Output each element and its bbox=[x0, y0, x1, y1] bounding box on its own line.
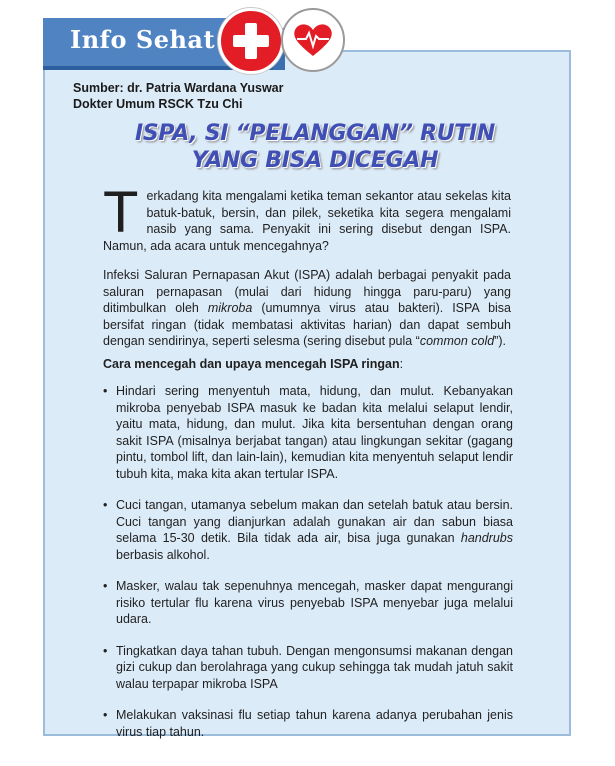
bullet-icon: • bbox=[103, 708, 108, 722]
bullet-icon: • bbox=[103, 498, 108, 512]
list-item-tail: berbasis alkohol. bbox=[116, 547, 210, 562]
list-item bbox=[103, 707, 513, 740]
intro-paragraph bbox=[103, 180, 511, 254]
headline-line-1: ISPA, SI “PELANGGAN” RUTIN bbox=[134, 121, 496, 146]
section-title: Info Sehat bbox=[70, 25, 216, 54]
definition-text-1: Infeksi Saluran Pernapasan Akut (ISPA) adalah berbagai penyakit pada saluran pernapasan (mulai dari hidung hingga paru-paru) yang ditimbulkan oleh bbox=[103, 268, 511, 315]
list-item-italic: handrubs bbox=[460, 531, 513, 545]
article-headline bbox=[60, 120, 570, 174]
definition-text-3: ”). bbox=[494, 334, 507, 348]
definition-paragraph bbox=[103, 267, 511, 350]
bullet-icon: • bbox=[103, 643, 108, 658]
list-item bbox=[103, 578, 513, 628]
medical-cross-icon bbox=[218, 8, 284, 74]
definition-text-2: (umumnya virus atau bakteri). ISPA bisa bersifat ringan (tidak membatasi aktivitas harian) dan dapat sembuh dengan sendirinya, seperti selesma (sering disebut pula “ bbox=[103, 301, 512, 348]
list-item-text: Tingkatkan daya tahan tubuh. Dengan mengonsumsi makanan dengan gizi cukup dan berolahraga yang cukup sehingga tak mudah jatuh sakit walau terpapar mikroba ISPA bbox=[116, 643, 513, 691]
bullet-icon: • bbox=[103, 579, 108, 593]
list-item bbox=[103, 383, 513, 482]
list-item bbox=[103, 643, 513, 693]
source-author: Sumber: dr. Patria Wardana Yuswar bbox=[73, 81, 284, 95]
list-item-text: Hindari sering menyentuh mata, hidung, dan mulut. Kebanyakan mikroba penyebab ISPA masuk ke badan kita melalui selaput lendir, yaitu mata, hidung, dan mulut. Jika kita bersentuhan dengan orang sakit ISPA (misalnya berjabat tangan) atau lingkungan sekitar (gagang pintu, tombol lift, dan lain-lain), kemudian kita menyentuh selaput lendir tubuh kita, maka kita akan tertular ISPA. bbox=[116, 384, 513, 481]
definition-italic-1: mikroba bbox=[207, 301, 253, 315]
list-item bbox=[103, 497, 513, 563]
heart-ecg-icon bbox=[281, 8, 345, 72]
definition-italic-2: common cold bbox=[419, 334, 495, 348]
list-item-text: Masker, walau tak sepenuhnya mencegah, masker dapat mengurangi risiko tertular flu karena virus penyebab ISPA menyebar juga melalui udara. bbox=[116, 579, 513, 626]
source-credit bbox=[73, 80, 284, 112]
list-item-text: Cuci tangan, utamanya sebelum makan dan setelah batuk atau bersin. Cuci tangan yang dianjurkan adalah gunakan air dan sabun biasa selama 15-30 detik. Bila tidak ada air, bisa juga gunakan bbox=[116, 498, 513, 545]
headline-line-2: YANG BISA DICEGAH bbox=[191, 148, 439, 173]
source-affiliation: Dokter Umum RSCK Tzu Chi bbox=[73, 97, 243, 111]
intro-text: erkadang kita mengalami ketika teman sekantor atau sekelas kita batuk-batuk, bersin, dan pilek, seketika kita segera mengalami nasib yang sama. Penyakit ini sering disebut dengan ISPA. Namun, ada acara untuk mencegahnya? bbox=[103, 189, 511, 253]
prevention-subheading bbox=[103, 357, 403, 371]
subheading-colon: : bbox=[399, 357, 404, 371]
list-item-text: Melakukan vaksinasi flu setiap tahun karena adanya perubahan jenis virus tiap tahun. bbox=[116, 708, 513, 739]
subheading-text: Cara mencegah dan upaya mencegah ISPA ringan bbox=[103, 357, 400, 371]
prevention-list bbox=[103, 383, 513, 755]
bullet-icon: • bbox=[103, 384, 108, 398]
drop-cap: T bbox=[103, 180, 139, 245]
